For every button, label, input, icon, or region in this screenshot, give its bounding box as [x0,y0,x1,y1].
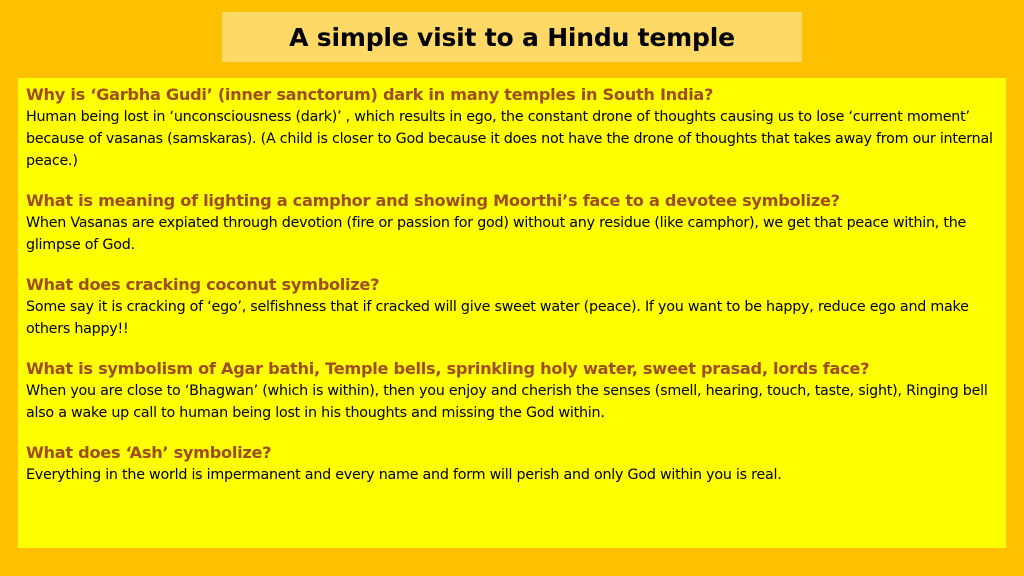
title-banner [222,12,802,62]
answer-text: When Vasanas are expiated through devotion (fire or passion for god) without any residue (like camphor), we get that peace within, the glimpse of God. [26,215,967,253]
question-heading: What does ‘Ash’ symbolize? [26,443,272,462]
qa-section-agar-bathi [26,358,996,424]
answer-text: When you are close to ‘Bhagwan’ (which is within), then you enjoy and cherish the senses (smell, hearing, touch, taste, sight), Ringing bell also a wake up call to human being lost in his thoughts and missing the God within. [26,383,988,421]
qa-section-coconut [26,274,996,340]
question-heading: Why is ‘Garbha Gudi’ (inner sanctorum) dark in many temples in South India? [26,85,714,104]
qa-section-camphor [26,190,996,256]
answer-text: Everything in the world is impermanent and every name and form will perish and only God within you is real. [26,467,782,483]
content-panel [18,78,1006,548]
qa-section-ash [26,442,996,486]
question-heading: What is symbolism of Agar bathi, Temple bells, sprinkling holy water, sweet prasad, lords face? [26,359,870,378]
page-title: A simple visit to a Hindu temple [289,22,735,52]
question-heading: What does cracking coconut symbolize? [26,275,380,294]
question-heading: What is meaning of lighting a camphor and showing Moorthi’s face to a devotee symbolize? [26,191,840,210]
answer-text: Some say it is cracking of ‘ego’, selfishness that if cracked will give sweet water (peace). If you want to be happy, reduce ego and make others happy!! [26,299,969,337]
answer-text: Human being lost in ‘unconsciousness (dark)’ , which results in ego, the constant drone of thoughts causing us to lose ‘current moment’ because of vasanas (samskaras). (A child is closer to God because it does not have the drone of thoughts that takes away from our internal peace.) [26,109,993,169]
qa-section-garbha-gudi [26,84,996,172]
